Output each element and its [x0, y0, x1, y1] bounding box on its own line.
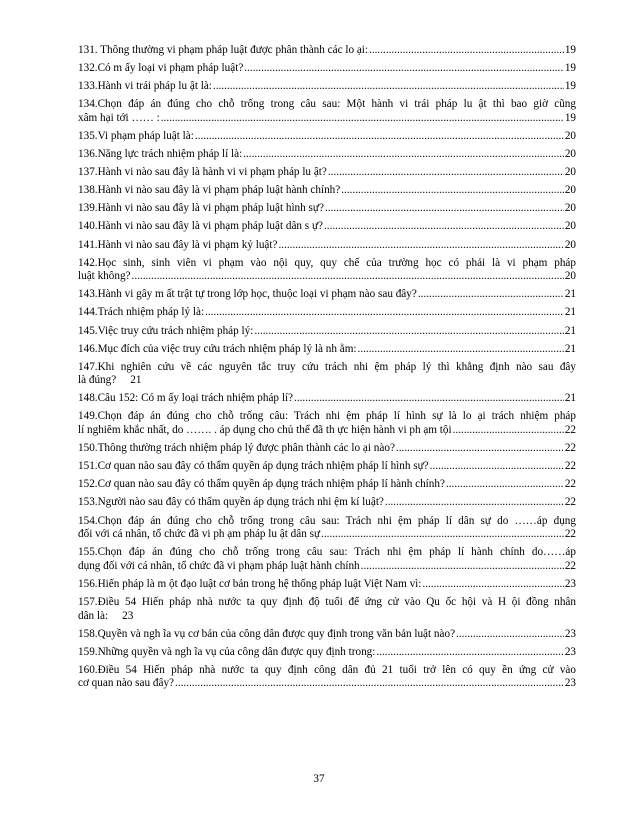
toc-entry-text: 152.Cơ quan nào sau đây có thẩm quyền áp dụng trách nhiệm pháp lí hành chính?: [78, 478, 445, 491]
toc-page-number: 21: [564, 306, 576, 319]
toc-entry[interactable]: [78, 148, 576, 162]
toc-page-number: 20: [564, 220, 576, 233]
page-number: 37: [313, 773, 325, 785]
toc-dot-leader: [418, 288, 564, 302]
toc-entry[interactable]: [78, 166, 576, 180]
toc-entry[interactable]: [78, 62, 576, 76]
toc-entry[interactable]: [78, 596, 576, 623]
toc-dot-leader: [453, 424, 564, 438]
toc-entry-text: 144.Trách nhiệm pháp lý là:: [78, 306, 205, 319]
toc-entry-text-line2: luật không?: [78, 270, 131, 283]
toc-page-number: 21: [564, 324, 576, 337]
toc-entry-text-line1: 134.Chọn đáp án đúng cho chỗ trống trong câu sau: Một hành vi trái pháp lu ật thì bao giờ cũng: [78, 98, 576, 111]
toc-entry-text: 145.Việc truy cứu trách nhiệm pháp lý:: [78, 324, 254, 337]
toc-page-number: 19: [564, 44, 576, 56]
toc-page-number: 23: [564, 677, 576, 690]
toc-entry[interactable]: [78, 239, 576, 253]
toc-dot-leader: [325, 202, 564, 216]
toc-entry[interactable]: [78, 361, 576, 388]
toc-dot-leader: [243, 148, 564, 162]
toc-page-number: 20: [564, 184, 576, 197]
toc-dot-leader: [361, 560, 564, 574]
toc-entry-text-line1: 157.Điều 54 Hiến pháp nhà nước ta quy định độ tuổi để ứng cử vào Qu ốc hội và H ội đồng nhân: [78, 596, 576, 608]
toc-dot-leader: [358, 343, 564, 357]
toc-entry-text-line2: cơ quan nào sau đây?: [78, 677, 175, 690]
toc-dot-leader: [161, 112, 564, 126]
toc-entry-text-line1: 147.Khi nghiên cứu về các nguyên tắc truy cứu trách nhi ệm pháp lý thì khẳng định nào sau đây: [78, 360, 576, 373]
toc-entry[interactable]: [78, 325, 576, 339]
toc-dot-leader: [456, 628, 564, 642]
toc-page-number: 22: [564, 424, 576, 437]
toc-entry[interactable]: [78, 460, 576, 474]
toc-page-number: 22: [564, 478, 576, 491]
toc-page-number: 20: [564, 166, 576, 179]
toc-page-number: 19: [564, 62, 576, 75]
toc-page-number: 21: [130, 374, 142, 387]
toc-page-number: 22: [564, 528, 576, 541]
toc-entry[interactable]: [78, 546, 576, 573]
toc-dot-leader: [369, 44, 564, 58]
toc-entry[interactable]: [78, 496, 576, 510]
toc-page-number: 22: [564, 559, 576, 572]
toc-entry-text: 150.Thông thường trách nhiệm pháp lý được phân thành các lo ại nào?: [78, 442, 395, 455]
toc-entry-text: 132.Có m ấy loại vi phạm pháp luật?: [78, 62, 244, 75]
toc-entry-text-line1: 155.Chọn đáp án đúng cho chỗ trống trong câu sau: Trách nhi ệm pháp lí hành chính do……áp: [78, 546, 576, 559]
toc-dot-leader: [446, 478, 564, 492]
toc-entry-text: 141.Hành vi nào sau đây là vi phạm kỷ luật?: [78, 238, 278, 251]
toc-dot-leader: [205, 306, 564, 320]
toc-page-number: 21: [564, 392, 576, 405]
toc-entry[interactable]: [78, 442, 576, 456]
toc-entry[interactable]: [78, 130, 576, 144]
toc-entry-text: 148.Câu 152: Có m ấy loại trách nhiệm pháp lí?: [78, 392, 294, 405]
toc-page-number: 19: [564, 80, 576, 93]
toc-page-number: 23: [122, 609, 134, 622]
toc-dot-leader: [341, 184, 564, 198]
toc-entry[interactable]: [78, 515, 576, 542]
toc-page-number: 21: [564, 342, 576, 355]
toc-entry-text-line2: xâm hại tới …… :: [78, 111, 160, 124]
toc-dot-leader: [422, 578, 563, 592]
toc-dot-leader: [278, 239, 563, 253]
toc-entry[interactable]: [78, 578, 576, 592]
toc-page-number: 20: [564, 129, 576, 142]
toc-entry[interactable]: [78, 306, 576, 320]
toc-entry-text: 153.Người nào sau đây có thẩm quyền áp dụng trách nhi ệm kí luật?: [78, 496, 384, 509]
toc-entry-text: 138.Hành vi nào sau đây là vi phạm pháp luật hành chính?: [78, 184, 341, 197]
toc-dot-leader: [396, 442, 564, 456]
toc-page-number: 20: [564, 270, 576, 283]
toc-entry-text: 140.Hành vi nào sau đây là vi phạm pháp luật dân s ự?: [78, 220, 323, 233]
toc-dot-leader: [430, 460, 564, 474]
toc-page-number: 22: [564, 460, 576, 473]
toc-entry-text: 136.Năng lực trách nhiệm pháp lí là:: [78, 148, 243, 161]
toc-entry[interactable]: [78, 257, 576, 284]
toc-dot-leader: [175, 677, 564, 691]
toc-entry[interactable]: [78, 44, 576, 58]
toc-entry[interactable]: [78, 392, 576, 406]
toc-entry-text-line1: 149.Chọn đáp án đúng cho chỗ trống câu: Trách nhi ệm pháp lí hình sự là lo ại trách nhiệm pháp: [78, 410, 576, 423]
toc-entry[interactable]: [78, 646, 576, 660]
toc-entry-text-line2: dân là:: [78, 609, 109, 622]
toc-entry-text: 158.Quyền và ngh ĩa vụ cơ bản của công dân được quy định trong văn bản luật nào?: [78, 627, 456, 640]
toc-dot-leader: [132, 270, 564, 284]
toc-entry[interactable]: [78, 664, 576, 691]
toc-entry[interactable]: [78, 202, 576, 216]
toc-entry-text-line2: dụng đối với cá nhân, tổ chức đã vi phạm pháp luật hành chính: [78, 559, 360, 572]
toc-dot-leader: [195, 130, 564, 144]
toc-entry[interactable]: [78, 98, 576, 125]
toc-entry-text-line2: đối với cá nhân, tổ chức đã vi ph ạm pháp lu ật dân sự: [78, 528, 321, 541]
toc-dot-leader: [213, 80, 564, 94]
toc-dot-leader: [244, 62, 564, 76]
toc-entry[interactable]: [78, 184, 576, 198]
toc-entry-text-line2: lí nghiêm khắc nhất, do ……. . áp dụng cho chủ thể đã th ực hiện hành vi ph ạm tội: [78, 424, 452, 437]
toc-entry[interactable]: [78, 80, 576, 94]
toc-entry-text: 146.Mục đích của việc truy cứu trách nhiệm pháp lý là nh ằm:: [78, 342, 357, 355]
toc-page-number: 20: [564, 238, 576, 251]
toc-dot-leader: [376, 646, 563, 660]
toc-entry-text: 133.Hành vi trái pháp lu ật là:: [78, 80, 212, 93]
toc-page-number: 23: [564, 627, 576, 640]
toc-entry[interactable]: [78, 288, 576, 302]
toc-page-number: 23: [564, 577, 576, 590]
toc-dot-leader: [328, 166, 564, 180]
toc-page-number: 19: [564, 111, 576, 124]
toc-dot-leader: [385, 496, 564, 510]
toc-page-number: 21: [564, 288, 576, 301]
toc-dot-leader: [324, 220, 564, 234]
toc-page-number: 20: [564, 148, 576, 161]
toc-page-number: 22: [564, 442, 576, 455]
toc-page-number: 23: [564, 645, 576, 658]
toc-entry-text: 156.Hiến pháp là m ột đạo luật cơ bản trong hệ thống pháp luật Việt Nam vì:: [78, 577, 422, 590]
toc-entry-text: 137.Hành vi nào sau đây là hành vi vi phạm pháp lu ật?: [78, 166, 327, 179]
toc-page-number: 22: [564, 496, 576, 509]
toc-entry-text-line1: 160.Điều 54 Hiến pháp nhà nước ta quy định công dân đủ 21 tuổi trở lên có quy ền ứng cử vào: [78, 663, 576, 676]
toc-entry-text-line1: 142.Học sinh, sinh viên vi phạm vào nội quy, quy chế của trường học có phải là vi phạm pháp: [78, 256, 576, 269]
toc-entry[interactable]: [78, 220, 576, 234]
toc-entry[interactable]: [78, 410, 576, 437]
toc-entry-text: 151.Cơ quan nào sau đây có thẩm quyền áp dụng trách nhiệm pháp lí hình sự?: [78, 460, 429, 473]
toc-dot-leader: [321, 528, 564, 542]
toc-entry[interactable]: [78, 628, 576, 642]
toc-page-number: 20: [564, 202, 576, 215]
table-of-contents: [78, 44, 576, 696]
toc-entry-text: 159.Những quyền và ngh ĩa vụ của công dân được quy định trong:: [78, 645, 376, 658]
toc-entry-text: 131. Thông thường vi phạm pháp luật được phân thành các lo ại:: [78, 44, 369, 56]
toc-entry-text-line1: 154.Chọn đáp án đúng cho chỗ trống trong câu sau: Trách nhi ệm pháp lí dân sự do ……áp dụng: [78, 514, 576, 527]
toc-dot-leader: [294, 392, 564, 406]
toc-entry-text: 143.Hành vi gây m ất trật tự trong lớp học, thuộc loại vi phạm nào sau đây?: [78, 288, 417, 301]
toc-dot-leader: [254, 325, 563, 339]
toc-entry-text: 135.Vi phạm pháp luật là:: [78, 129, 194, 142]
toc-entry-text: 139.Hành vi nào sau đây là vi phạm pháp luật hình sự?: [78, 202, 324, 215]
toc-entry[interactable]: [78, 343, 576, 357]
toc-entry[interactable]: [78, 478, 576, 492]
toc-entry-text-line2: là đúng?: [78, 374, 117, 387]
